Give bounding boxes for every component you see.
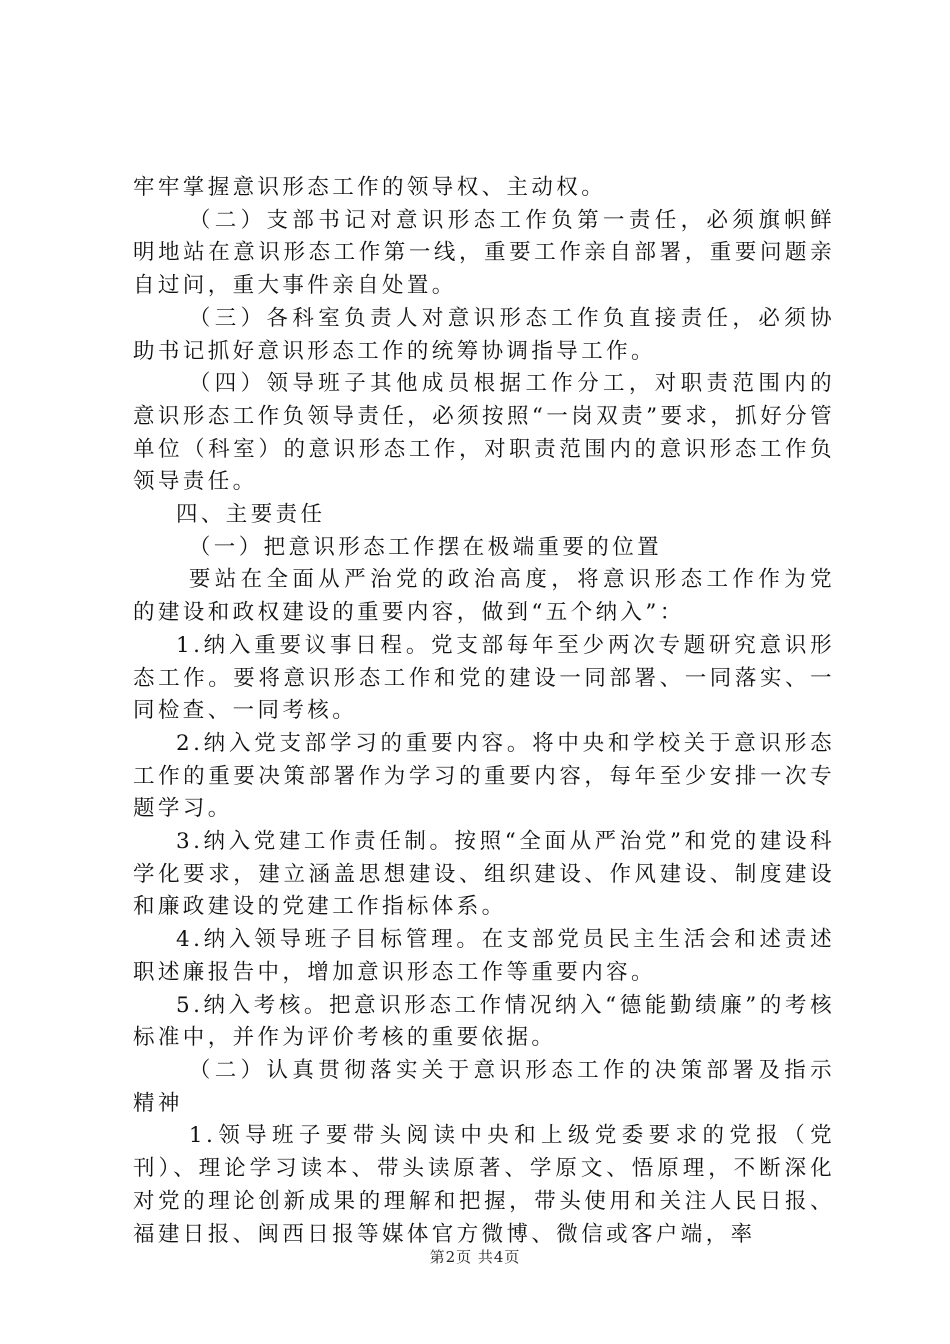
list-item-4: 4.纳入领导班子目标管理。在支部党员民主生活会和述责述职述廉报告中，增加意识形态工作等重要内容。: [133, 927, 835, 985]
section-heading-main-responsibilities: 四、主要责任: [176, 502, 326, 528]
subheading-implement-decisions: （二）认真贯彻落实关于意识形态工作的决策部署及指示精神: [133, 1057, 835, 1116]
paragraph-branch-secretary-duty: （二）支部书记对意识形态工作负第一责任，必须旗帜鲜明地站在意识形态工作第一线，重要工作亲自部署，重要问题亲自过问，重大事件亲自处置。: [133, 207, 835, 299]
document-body: [133, 172, 835, 1251]
paragraph-continuation: 牢牢掌握意识形态工作的领导权、主动权。: [133, 175, 607, 200]
list-item-2: 2.纳入党支部学习的重要内容。将中央和学校关于意识形态工作的重要决策部署作为学习的重要内容，每年至少安排一次专题学习。: [133, 730, 835, 822]
paragraph-department-heads-duty: （三）各科室负责人对意识形态工作负直接责任，必须协助书记抓好意识形态工作的统筹协调指导工作。: [133, 305, 835, 364]
paragraph-other-members-duty: （四）领导班子其他成员根据工作分工，对职责范围内的意识形态工作负领导责任，必须按照“一岗双责”要求，抓好分管单位（科室）的意识形态工作，对职责范围内的意识形态工作负领导责任。: [133, 371, 835, 495]
paragraph-leadership-reading: 1.领导班子要带头阅读中央和上级党委要求的党报（党刊）、理论学习读本、带头读原著、学原文、悟原理，不断深化对党的理论创新成果的理解和把握，带头使用和关注人民日报、福建日报、闽西日报等媒体官方微博、微信或客户端，率: [133, 1123, 835, 1247]
list-item-1: 1.纳入重要议事日程。党支部每年至少两次专题研究意识形态工作。要将意识形态工作和党的建设一同部署、一同落实、一同检查、一同考核。: [133, 632, 835, 724]
subheading-importance: （一）把意识形态工作摆在极端重要的位置: [188, 534, 662, 560]
page-number-footer: 第2页 共4页: [429, 1248, 521, 1266]
paragraph-five-inclusions-intro: 要站在全面从严治党的政治高度，将意识形态工作作为党的建设和政权建设的重要内容，做到“五个纳入”：: [133, 567, 835, 626]
list-item-3: 3.纳入党建工作责任制。按照“全面从严治党”和党的建设科学化要求，建立涵盖思想建设、组织建设、作风建设、制度建设和廉政建设的党建工作指标体系。: [133, 829, 835, 920]
list-item-5: 5.纳入考核。把意识形态工作情况纳入“德能勤绩廉”的考核标准中，并作为评价考核的重要依据。: [133, 992, 835, 1051]
